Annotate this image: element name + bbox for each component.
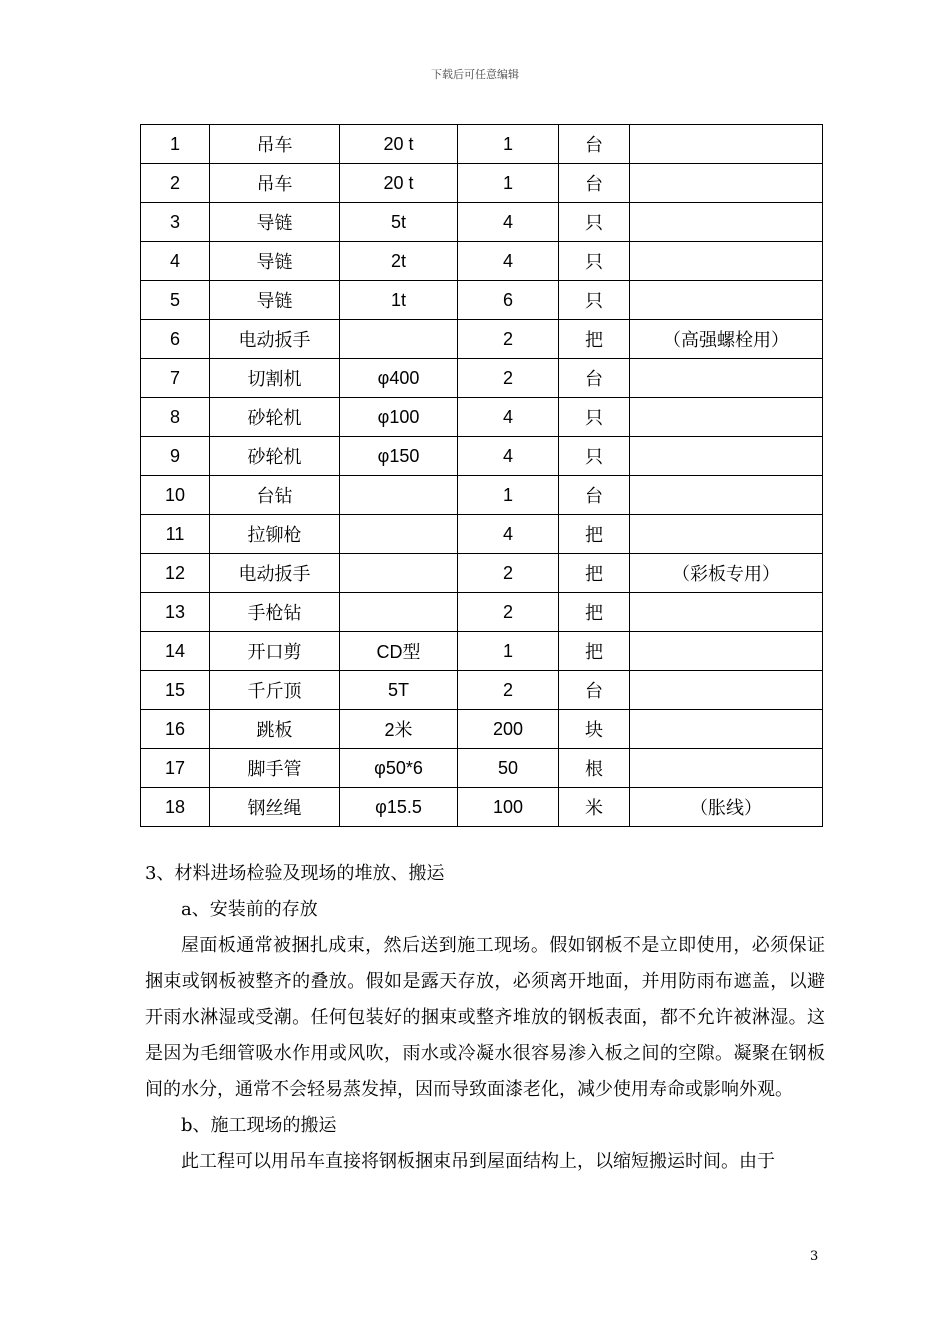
section-heading: 3、材料进场检验及现场的堆放、搬运 (145, 863, 445, 884)
cell-specification (340, 554, 458, 593)
table-row (141, 125, 823, 164)
cell-unit: 台 (559, 164, 630, 203)
cell-equipment-name: 砂轮机 (210, 437, 340, 476)
cell-remark (630, 398, 823, 437)
cell-remark (630, 710, 823, 749)
cell-remark (630, 515, 823, 554)
cell-quantity: 2 (458, 593, 559, 632)
cell-specification: φ50*6 (340, 749, 458, 788)
cell-number: 3 (141, 203, 210, 242)
cell-unit: 台 (559, 671, 630, 710)
cell-number: 16 (141, 710, 210, 749)
table-row (141, 710, 823, 749)
cell-number: 18 (141, 788, 210, 827)
cell-specification: φ15.5 (340, 788, 458, 827)
cell-specification: 1t (340, 281, 458, 320)
cell-unit: 台 (559, 125, 630, 164)
cell-number: 6 (141, 320, 210, 359)
cell-unit: 只 (559, 242, 630, 281)
cell-equipment-name: 导链 (210, 281, 340, 320)
cell-number: 2 (141, 164, 210, 203)
paragraph-storage: 屋面板通常被捆扎成束，然后送到施工现场。假如钢板不是立即使用，必须保证捆束或钢板被整齐的叠放。假如是露天存放，必须离开地面，并用防雨布遮盖，以避开雨水淋湿或受潮。任何包装好的捆束或整齐堆放的钢板表面，都不允许被淋湿。这是因为毛细管吸水作用或风吹，雨水或冷凝水很容易渗入板之间的空隙。凝聚在钢板间的水分，通常不会轻易蒸发掉，因而导致面漆老化，减少使用寿命或影响外观。 (145, 935, 825, 1100)
table-row (141, 281, 823, 320)
cell-remark (630, 593, 823, 632)
cell-equipment-name: 电动扳手 (210, 554, 340, 593)
cell-remark (630, 671, 823, 710)
cell-remark (630, 164, 823, 203)
table-row (141, 671, 823, 710)
cell-equipment-name: 台钻 (210, 476, 340, 515)
cell-quantity: 2 (458, 554, 559, 593)
cell-equipment-name: 拉铆枪 (210, 515, 340, 554)
cell-specification (340, 515, 458, 554)
table-row (141, 164, 823, 203)
cell-number: 5 (141, 281, 210, 320)
table-row (141, 203, 823, 242)
cell-remark (630, 281, 823, 320)
cell-number: 9 (141, 437, 210, 476)
cell-specification: 2米 (340, 710, 458, 749)
cell-quantity: 2 (458, 671, 559, 710)
cell-remark: （高强螺栓用） (630, 320, 823, 359)
cell-quantity: 200 (458, 710, 559, 749)
table-row (141, 632, 823, 671)
cell-number: 13 (141, 593, 210, 632)
cell-unit: 只 (559, 398, 630, 437)
page-header-note: 下载后可任意编辑 (431, 68, 519, 81)
cell-unit: 把 (559, 593, 630, 632)
page-number: 3 (810, 1249, 819, 1264)
table-row (141, 437, 823, 476)
cell-equipment-name: 砂轮机 (210, 398, 340, 437)
cell-equipment-name: 钢丝绳 (210, 788, 340, 827)
cell-equipment-name: 吊车 (210, 164, 340, 203)
cell-remark: （胀线） (630, 788, 823, 827)
table-row (141, 554, 823, 593)
cell-quantity: 4 (458, 242, 559, 281)
cell-equipment-name: 手枪钻 (210, 593, 340, 632)
cell-remark (630, 125, 823, 164)
cell-specification: 2t (340, 242, 458, 281)
cell-specification: φ100 (340, 398, 458, 437)
table-row (141, 788, 823, 827)
cell-quantity: 2 (458, 359, 559, 398)
cell-equipment-name: 导链 (210, 242, 340, 281)
cell-specification (340, 476, 458, 515)
cell-quantity: 6 (458, 281, 559, 320)
table-row (141, 398, 823, 437)
equipment-table (140, 124, 823, 827)
cell-quantity: 1 (458, 632, 559, 671)
cell-quantity: 4 (458, 398, 559, 437)
cell-unit: 米 (559, 788, 630, 827)
cell-remark (630, 359, 823, 398)
cell-remark: （彩板专用） (630, 554, 823, 593)
cell-quantity: 100 (458, 788, 559, 827)
cell-number: 15 (141, 671, 210, 710)
table-row (141, 593, 823, 632)
cell-unit: 台 (559, 359, 630, 398)
cell-quantity: 4 (458, 437, 559, 476)
cell-remark (630, 749, 823, 788)
cell-specification: φ150 (340, 437, 458, 476)
cell-unit: 台 (559, 476, 630, 515)
table-row (141, 359, 823, 398)
cell-quantity: 50 (458, 749, 559, 788)
cell-unit: 把 (559, 632, 630, 671)
cell-equipment-name: 开口剪 (210, 632, 340, 671)
sub-heading-a: a、安装前的存放 (181, 899, 318, 920)
table-row (141, 476, 823, 515)
cell-quantity: 1 (458, 476, 559, 515)
cell-number: 17 (141, 749, 210, 788)
cell-quantity: 4 (458, 203, 559, 242)
sub-heading-b: b、施工现场的搬运 (181, 1115, 337, 1136)
cell-specification: 20 t (340, 164, 458, 203)
cell-unit: 把 (559, 554, 630, 593)
cell-number: 12 (141, 554, 210, 593)
cell-quantity: 4 (458, 515, 559, 554)
cell-quantity: 1 (458, 125, 559, 164)
body-text (145, 856, 825, 1180)
cell-unit: 只 (559, 281, 630, 320)
cell-number: 7 (141, 359, 210, 398)
cell-remark (630, 632, 823, 671)
cell-equipment-name: 吊车 (210, 125, 340, 164)
cell-specification: 5T (340, 671, 458, 710)
cell-number: 11 (141, 515, 210, 554)
table-row (141, 320, 823, 359)
cell-equipment-name: 千斤顶 (210, 671, 340, 710)
cell-unit: 块 (559, 710, 630, 749)
cell-number: 1 (141, 125, 210, 164)
cell-remark (630, 203, 823, 242)
cell-number: 4 (141, 242, 210, 281)
cell-remark (630, 476, 823, 515)
cell-equipment-name: 导链 (210, 203, 340, 242)
cell-specification: φ400 (340, 359, 458, 398)
table-row (141, 242, 823, 281)
cell-number: 8 (141, 398, 210, 437)
cell-equipment-name: 脚手管 (210, 749, 340, 788)
cell-unit: 只 (559, 437, 630, 476)
cell-unit: 根 (559, 749, 630, 788)
equipment-table-body (141, 125, 823, 827)
cell-specification: 20 t (340, 125, 458, 164)
cell-specification: 5t (340, 203, 458, 242)
table-row (141, 749, 823, 788)
cell-unit: 把 (559, 515, 630, 554)
cell-specification (340, 593, 458, 632)
cell-quantity: 1 (458, 164, 559, 203)
cell-equipment-name: 电动扳手 (210, 320, 340, 359)
table-row (141, 515, 823, 554)
cell-remark (630, 437, 823, 476)
cell-specification: CD型 (340, 632, 458, 671)
cell-unit: 只 (559, 203, 630, 242)
cell-unit: 把 (559, 320, 630, 359)
paragraph-handling: 此工程可以用吊车直接将钢板捆束吊到屋面结构上，以缩短搬运时间。由于 (181, 1151, 775, 1172)
cell-equipment-name: 跳板 (210, 710, 340, 749)
cell-equipment-name: 切割机 (210, 359, 340, 398)
cell-number: 14 (141, 632, 210, 671)
cell-specification (340, 320, 458, 359)
cell-number: 10 (141, 476, 210, 515)
cell-remark (630, 242, 823, 281)
cell-quantity: 2 (458, 320, 559, 359)
